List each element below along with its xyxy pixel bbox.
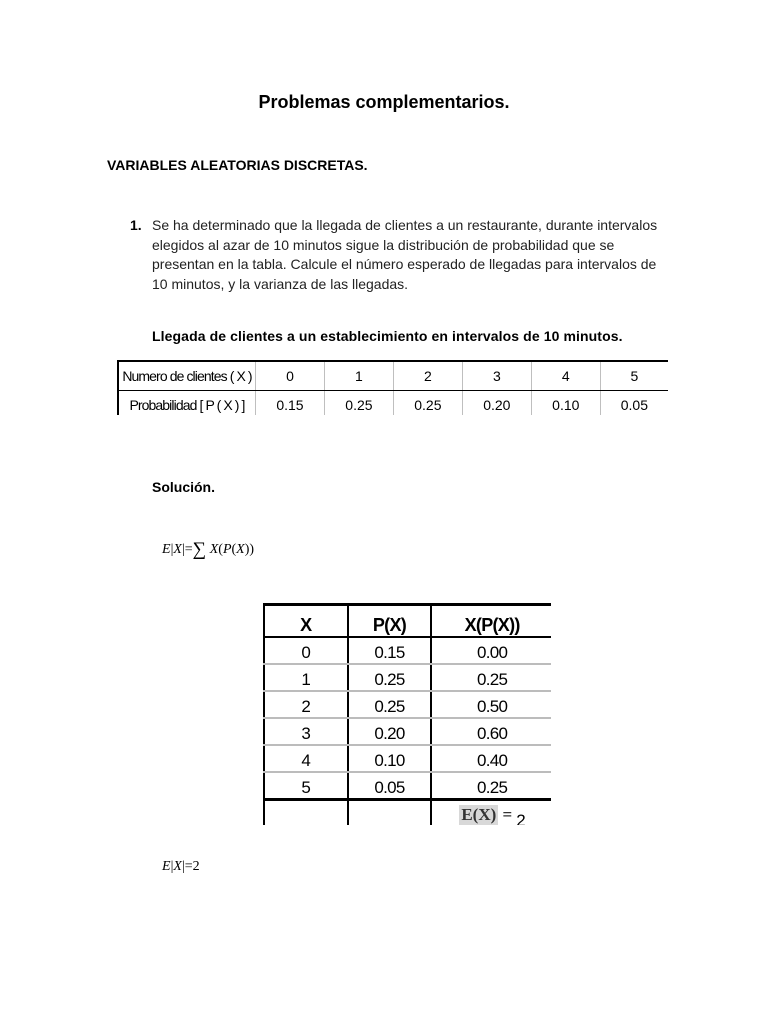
x-value-cell: 2 <box>393 361 462 391</box>
table-row <box>264 637 551 664</box>
cell-x: 1 <box>264 664 348 691</box>
result-e: E <box>162 859 171 874</box>
problem-text: Se ha determinado que la llegada de clientes a un restaurante, durante intervalos elegidos al azar de 10 minutos sigue la distribución de probabilidad que se presentan en la tabla. Calcule el número esperado de llegadas para intervalos de 10 minutos, y la varianza de las llegadas. <box>152 217 658 292</box>
ex-func: E <box>461 805 473 824</box>
x-value-cell: 5 <box>600 361 668 391</box>
p-value-cell: 0.25 <box>393 391 462 416</box>
formula-x: X <box>209 542 219 557</box>
result-x: X <box>173 859 182 874</box>
cell-xpx: 0.25 <box>431 772 551 800</box>
table-caption: Llegada de clientes a un establecimiento en intervalos de 10 minutos. <box>152 328 623 344</box>
formula-x: X <box>173 542 182 557</box>
expected-value-formula: E|X|=∑ X(P(X)) <box>162 539 255 560</box>
sum-symbol: ∑ <box>192 539 207 560</box>
ex-arg: X <box>478 805 491 824</box>
cell-xpx: 0.00 <box>431 637 551 664</box>
cell-px: 0.15 <box>348 637 432 664</box>
solution-table <box>263 603 551 825</box>
table-row-p <box>118 391 668 416</box>
table-row <box>264 745 551 772</box>
table-row <box>264 718 551 745</box>
result-formula: E|X|=2 <box>162 859 200 874</box>
cell-x: 0 <box>264 637 348 664</box>
p-value-cell: 0.25 <box>324 391 393 416</box>
table-row <box>264 664 551 691</box>
result-value: 2 <box>192 859 200 874</box>
cell-x: 2 <box>264 691 348 718</box>
cell-x: 5 <box>264 772 348 800</box>
x-value-cell: 3 <box>462 361 531 391</box>
table-row-x <box>118 361 668 391</box>
cell-xpx: 0.40 <box>431 745 551 772</box>
section-heading: VARIABLES ALEATORIAS DISCRETAS. <box>107 157 368 173</box>
page-title: Problemas complementarios. <box>258 92 510 112</box>
footer-empty <box>264 800 348 826</box>
footer-expected-value <box>431 800 551 826</box>
cell-px: 0.25 <box>348 691 432 718</box>
x-value-cell: 1 <box>324 361 393 391</box>
p-value-cell: 0.15 <box>256 391 325 416</box>
formula-e: E <box>162 542 171 557</box>
x-value-cell: 0 <box>256 361 325 391</box>
expected-value: 2 <box>516 811 525 825</box>
header-px: P(X) <box>348 605 432 638</box>
formula-x: X <box>236 542 245 557</box>
header-x: X <box>264 605 348 638</box>
x-value-cell: 4 <box>531 361 600 391</box>
header-xpx: X(P(X)) <box>431 605 551 638</box>
ex-eq: = <box>502 805 513 824</box>
cell-xpx: 0.50 <box>431 691 551 718</box>
cell-px: 0.05 <box>348 772 432 800</box>
row-label-p: Probabilidad [ P ( X ) ] <box>118 391 256 416</box>
distribution-table <box>117 360 668 415</box>
cell-x: 3 <box>264 718 348 745</box>
table-header-row <box>264 605 551 638</box>
p-value-cell: 0.05 <box>600 391 668 416</box>
cell-px: 0.20 <box>348 718 432 745</box>
cell-x: 4 <box>264 745 348 772</box>
cell-xpx: 0.25 <box>431 664 551 691</box>
p-value-cell: 0.20 <box>462 391 531 416</box>
formula-equals: = <box>184 542 193 557</box>
problem-number: 1. <box>130 217 142 233</box>
cell-px: 0.10 <box>348 745 432 772</box>
cell-px: 0.25 <box>348 664 432 691</box>
footer-empty <box>348 800 432 826</box>
expected-value-label-image: E(X) = <box>461 805 513 824</box>
formula-p: P <box>222 542 232 557</box>
cell-xpx: 0.60 <box>431 718 551 745</box>
table-row <box>264 772 551 800</box>
table-row <box>264 691 551 718</box>
result-equals: = <box>184 859 193 874</box>
p-value-cell: 0.10 <box>531 391 600 416</box>
table-footer-row <box>264 800 551 826</box>
solution-label: Solución. <box>152 479 215 495</box>
row-label-x: Numero de clientes ( X ) <box>118 361 256 391</box>
